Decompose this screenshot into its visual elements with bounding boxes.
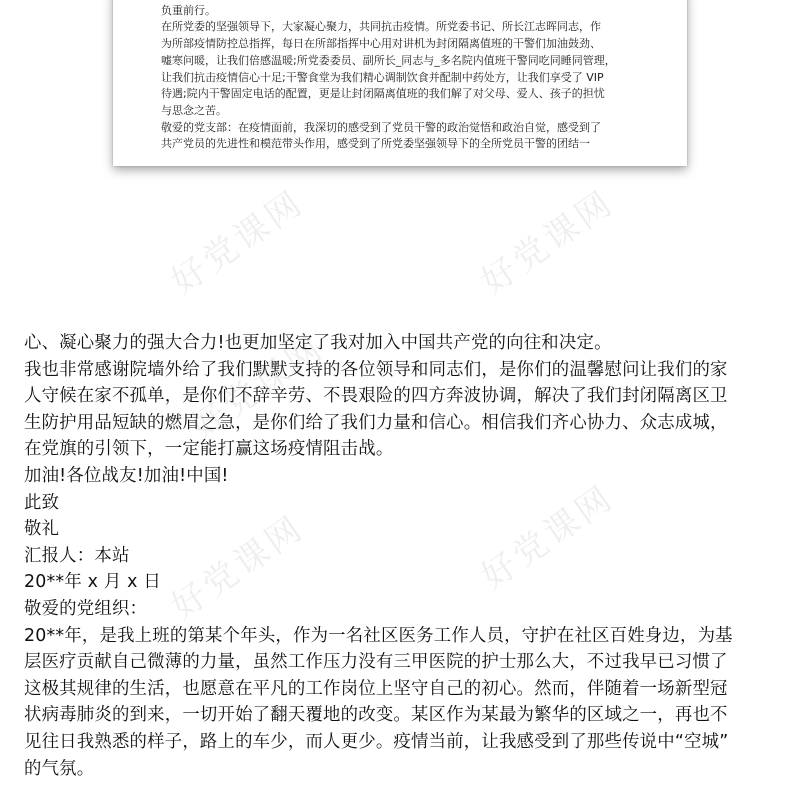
watermark: 好党课网 xyxy=(474,477,622,598)
body-line: 加油!各位战友!加油!中国! xyxy=(24,465,229,486)
document-body xyxy=(24,330,782,782)
body-line: 心、凝心聚力的强大合力!也更加坚定了我对加入中国共产党的向往和决定。 xyxy=(24,333,612,353)
body-line: 20**年 x 月 x 日 xyxy=(24,572,161,593)
preview-line: 让我们抗击疫情信心十足;干警食堂为我们精心调制饮食并配制中药处方，让我们享受了 VIP xyxy=(161,70,604,84)
body-line: 汇报人：本站 xyxy=(24,545,130,566)
watermark: 好党课网 xyxy=(164,507,312,628)
preview-line: 待遇;院内干警固定电话的配置，更是让封闭隔离值班的我们解了对父母、爱人、孩子的担忧 xyxy=(161,87,605,101)
preview-line: 敬爱的党支部：在疫情面前，我深切的感受到了党员干警的政治觉悟和政治自觉，感受到了 xyxy=(161,120,601,134)
body-line: 生防护用品短缺的燃眉之急，是你们给了我们力量和信心。相信我们齐心协力、众志成城， xyxy=(24,412,728,433)
preview-line: 为所部疫情防控总指挥，每日在所部指挥中心用对讲机为封闭隔离值班的干警们加油鼓劲、 xyxy=(161,37,601,51)
body-line: 在党旗的引领下，一定能打赢这场疫情阻击战。 xyxy=(24,439,394,460)
body-line: 敬礼 xyxy=(24,519,60,540)
preview-page-text xyxy=(161,0,651,153)
body-line: 的气氛。 xyxy=(24,758,95,779)
body-line: 人守候在家不孤单，是你们不辞辛劳、不畏艰险的四方奔波协调，解决了我们封闭隔离区卫 xyxy=(24,386,728,407)
body-line: 层医疗贡献自己微薄的力量，虽然工作压力没有三甲医院的护士那么大，不过我早已习惯了 xyxy=(24,652,728,673)
preview-line: 共产党员的先进性和模范带头作用，感受到了所党委坚强领导下的全所党员干警的团结一 xyxy=(161,137,590,151)
preview-line: 在所党委的坚强领导下，大家凝心聚力，共同抗击疫情。所党委书记、所长江志晖同志，作 xyxy=(161,20,601,34)
preview-line: 负重前行。 xyxy=(161,3,216,17)
body-line: 20**年，是我上班的第某个年头，作为一名社区医务工作人员，守护在社区百姓身边，为基 xyxy=(24,625,733,646)
preview-page-thumbnail xyxy=(113,0,687,166)
body-line: 此致 xyxy=(24,492,60,513)
body-line: 见往日我熟悉的样子，路上的车少，而人更少。疫情当前，让我感受到了那些传说中“空城” xyxy=(24,731,729,752)
preview-line: 与思念之苦。 xyxy=(161,103,227,117)
body-line: 这极其规律的生活，也愿意在平凡的工作岗位上坚守自己的初心。然而，伴随着一场新型冠 xyxy=(24,678,728,699)
preview-line xyxy=(161,0,651,3)
body-line: 状病毒肺炎的到来，一切开始了翻天覆地的改变。某区作为某最为繁华的区域之一，再也不 xyxy=(24,705,728,726)
watermark: 好党课网 xyxy=(184,327,332,448)
preview-line: 嘘寒问暖，让我们倍感温暖;所党委委员、副所长_同志与_多名院内值班干警同吃同睡同管理， xyxy=(161,53,616,67)
body-line: 我也非常感谢院墙外给了我们默默支持的各位领导和同志们，是你们的温馨慰问让我们的家 xyxy=(24,359,728,380)
preview-area xyxy=(0,0,800,300)
body-line: 敬爱的党组织： xyxy=(24,598,148,619)
